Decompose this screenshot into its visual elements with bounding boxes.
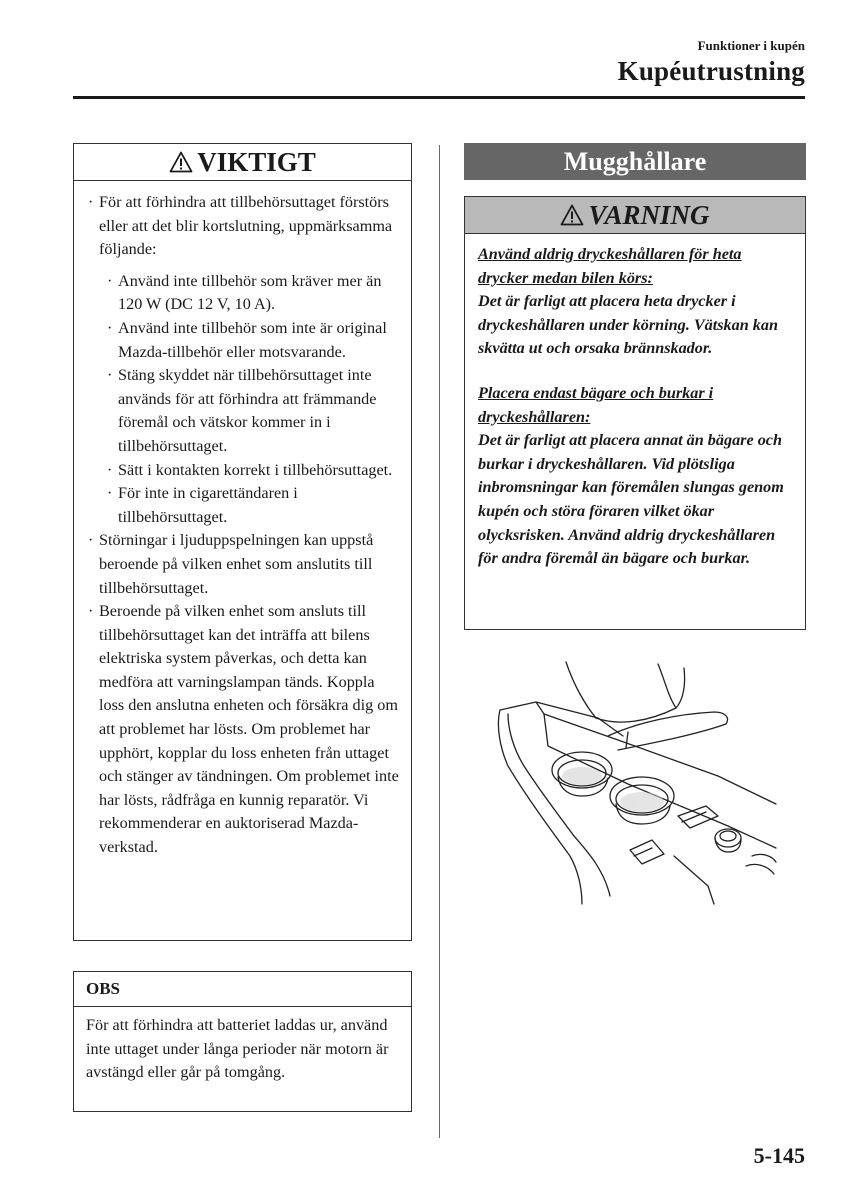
- page-title: Kupéutrustning: [617, 56, 805, 86]
- list-item-text: Stäng skyddet när tillbehörsuttaget inte används för att förhindra att främmande föremål och vätskor kommer in i tillbehörsuttaget.: [118, 366, 377, 455]
- bullet-dot: ·: [107, 484, 113, 503]
- warning-triangle-icon: [560, 204, 584, 226]
- warning-triangle-icon: [169, 151, 193, 173]
- bullet-dot: ·: [88, 531, 94, 550]
- varning-box: [464, 196, 806, 630]
- cup-holder-illustration: [478, 656, 778, 906]
- varning-block-gap: [478, 361, 795, 382]
- viktigt-point-2: [88, 529, 399, 600]
- bullet-dot: ·: [107, 366, 113, 385]
- obs-box: [73, 971, 412, 1112]
- bullet-dot: ·: [107, 318, 113, 337]
- varning-block-1-heading: Använd aldrig dryckeshållaren för heta drycker medan bilen körs:: [478, 245, 742, 287]
- section-heading: Mugghållare: [464, 143, 806, 180]
- bullet-dot: ·: [88, 602, 94, 621]
- viktigt-point-2-text: Störningar i ljuduppspelningen kan uppstå beroende på vilken enhet som anslutits till tillbehörsuttaget.: [99, 531, 374, 597]
- bullet-dot: ·: [107, 460, 113, 479]
- viktigt-title-text: VIKTIGT: [197, 146, 316, 177]
- list-item: [107, 270, 399, 317]
- header-section-label: Funktioner i kupén: [697, 38, 805, 53]
- varning-title: [465, 197, 805, 234]
- header-rule: [73, 96, 805, 99]
- bullet-dot: ·: [107, 271, 113, 290]
- viktigt-point-1: [88, 191, 399, 262]
- list-item: [107, 482, 399, 529]
- viktigt-intro: För att förhindra att tillbehörsuttaget förstörs eller att det blir kortslutning, uppmärksamma följande:: [99, 193, 393, 259]
- page-number: 5-145: [753, 1143, 805, 1168]
- varning-title-text: VARNING: [588, 199, 710, 230]
- list-item-text: Använd inte tillbehör som kräver mer än 120 W (DC 12 V, 10 A).: [118, 271, 382, 314]
- list-item: [107, 317, 399, 364]
- viktigt-point-3: [88, 600, 399, 860]
- varning-block-2-heading: Placera endast bägare och burkar i dryckeshållaren:: [478, 383, 714, 426]
- viktigt-title: [74, 144, 411, 181]
- list-item: [107, 364, 399, 458]
- varning-block-1-text: Det är farligt att placera heta drycker i dryckeshållaren under körning. Vätskan kan skvätta ut och orsaka brännskador.: [478, 292, 778, 358]
- viktigt-box: [73, 143, 412, 941]
- list-item: [107, 459, 399, 483]
- list-item-text: Använd inte tillbehör som inte är original Mazda-tillbehör eller motsvarande.: [118, 318, 387, 361]
- obs-title: OBS: [74, 972, 411, 1007]
- viktigt-body: [74, 181, 411, 860]
- varning-block-2-text: Det är farligt att placera annat än bägare och burkar i dryckeshållaren. Vid plötsliga inbromsningar kan föremålen slungas genom kupén och störa föraren vilket ökar olycksrisken. Använd aldrig dryckeshållaren för andra föremål än bägare och burkar.: [478, 431, 784, 568]
- varning-body: [465, 234, 805, 571]
- obs-text: För att förhindra att batteriet laddas ur, använd inte uttaget under långa perioder när motorn är avstängd eller går på tomgång.: [86, 1016, 389, 1082]
- viktigt-sub-list: [88, 270, 399, 530]
- column-divider: [439, 145, 440, 1138]
- bullet-dot: ·: [88, 193, 94, 211]
- list-item-text: För inte in cigarettändaren i tillbehörsuttaget.: [118, 484, 298, 526]
- list-item-text: Sätt i kontakten korrekt i tillbehörsuttaget.: [118, 460, 393, 479]
- viktigt-point-3-text: Beroende på vilken enhet som ansluts till tillbehörsuttaget kan det inträffa att bilens elektriska system påverkas, och detta kan medföra att varningslampan tänds. Koppla loss den anslutna enheten och försäkra dig om att problemet har lösts. Om problemet har upphört, kopplar du loss enheten från uttaget och stänger av tändningen. Om problemet inte har lösts, rådfråga en kunnig reparatör. Vi rekommenderar en auktoriserad Mazda-verkstad.: [99, 602, 399, 857]
